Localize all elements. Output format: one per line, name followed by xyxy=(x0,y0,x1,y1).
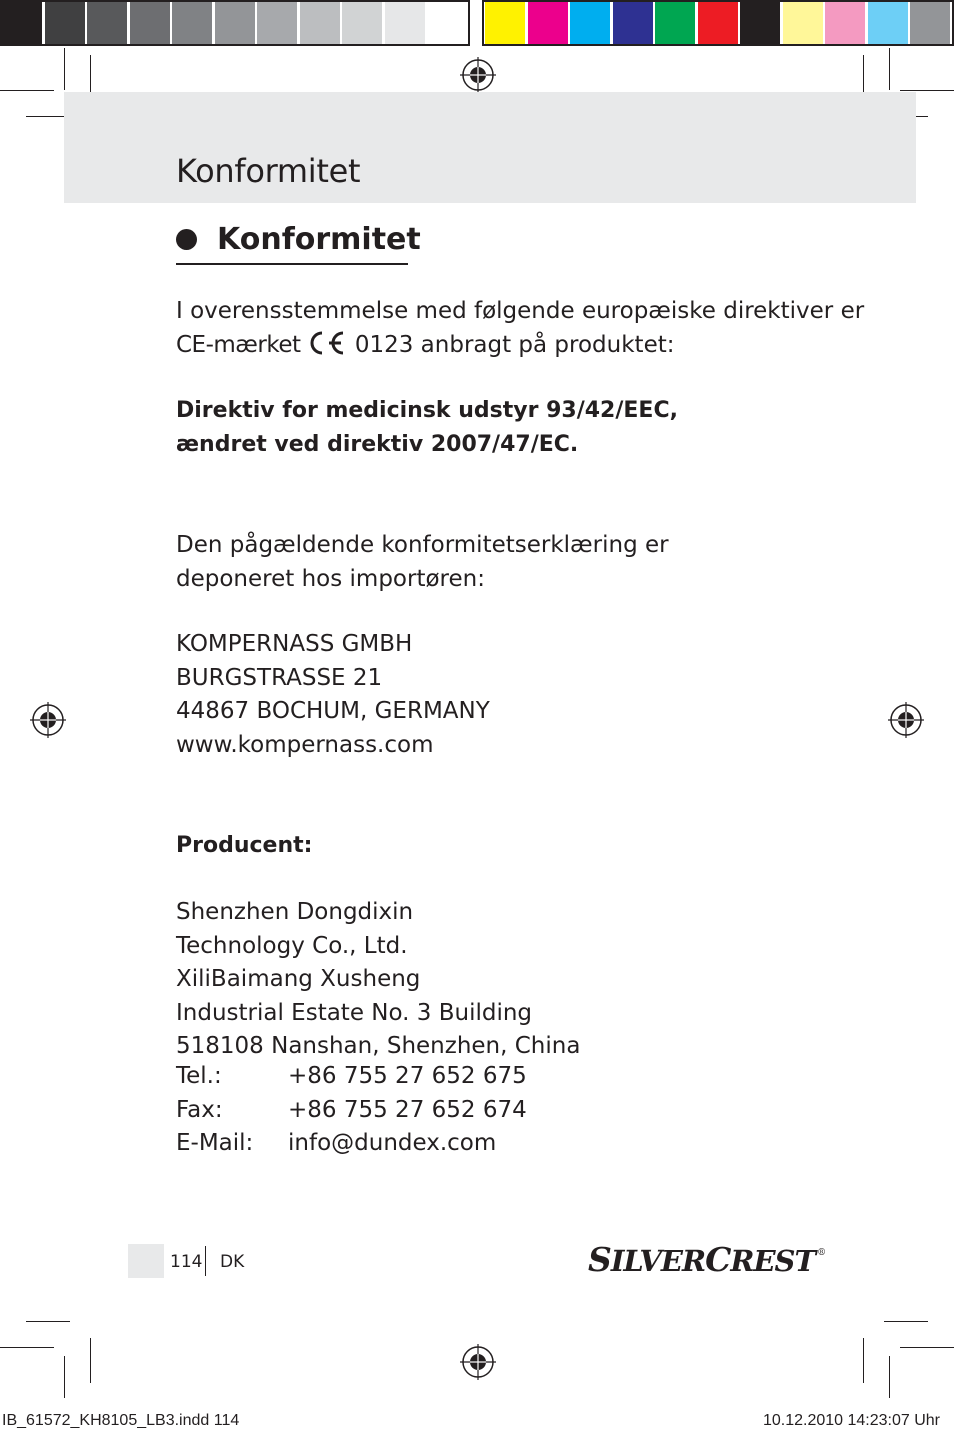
section-heading-text: Konformitet xyxy=(217,222,421,257)
directive-line-2: ændret ved direktiv 2007/47/EC. xyxy=(176,431,579,457)
color-swatch xyxy=(570,2,610,44)
silvercrest-logo: SILVERCREST ® xyxy=(588,1240,826,1279)
heading-underline xyxy=(176,263,408,265)
color-swatch xyxy=(825,2,865,44)
importer-city: 44867 BOCHUM, GERMANY xyxy=(176,698,490,724)
producer-line: XiliBaimang Xusheng xyxy=(176,966,421,992)
color-swatch xyxy=(613,2,653,44)
producer-heading: Producent: xyxy=(176,833,313,858)
footer-divider xyxy=(205,1246,206,1276)
directive-line-1: Direktiv for medicinsk udstyr 93/42/EEC, xyxy=(176,398,678,423)
page-number-box xyxy=(128,1244,164,1278)
producer-line: 518108 Nanshan, Shenzhen, China xyxy=(176,1033,581,1059)
declaration-line-2: deponeret hos importøren: xyxy=(176,565,485,592)
color-swatch xyxy=(740,2,780,44)
importer-website-link[interactable]: www.kompernass.com xyxy=(176,731,434,758)
language-code: DK xyxy=(220,1252,245,1272)
bullet-icon xyxy=(176,229,197,250)
importer-name: KOMPERNASS GMBH xyxy=(176,631,413,657)
producer-line: Technology Co., Ltd. xyxy=(176,932,408,959)
importer-address xyxy=(176,628,490,762)
intro-line-2 xyxy=(176,329,864,363)
color-swatch xyxy=(215,2,255,44)
color-swatch xyxy=(385,2,425,44)
page-number: 114 xyxy=(170,1252,203,1272)
producer-email-link[interactable]: info@dundex.com xyxy=(288,1130,497,1156)
color-swatch xyxy=(655,2,695,44)
color-swatch xyxy=(698,2,738,44)
contact-label: E-Mail: xyxy=(176,1130,254,1156)
section-heading xyxy=(176,222,421,257)
producer-line: Shenzhen Dongdixin xyxy=(176,899,414,925)
intro-line-2-prefix: CE-mærket xyxy=(176,331,301,358)
color-swatch xyxy=(172,2,212,44)
contact-label: Fax: xyxy=(176,1097,223,1123)
contact-value: +86 755 27 652 674 xyxy=(288,1097,527,1123)
color-swatch xyxy=(427,2,467,44)
registration-mark-icon xyxy=(30,702,66,738)
ce-mark-icon xyxy=(304,330,346,356)
color-swatch xyxy=(783,2,823,44)
declaration-paragraph xyxy=(176,529,669,596)
color-swatch xyxy=(87,2,127,44)
color-swatch xyxy=(528,2,568,44)
color-swatch xyxy=(300,2,340,44)
producer-line: Industrial Estate No. 3 Building xyxy=(176,999,533,1026)
intro-line-2-suffix: 0123 anbragt på produktet: xyxy=(354,331,675,358)
page-title: Konformitet xyxy=(176,152,361,190)
contact-value: +86 755 27 652 675 xyxy=(288,1063,527,1089)
intro-line-1: I overensstemmelse med følgende europæiske direktiver er xyxy=(176,298,865,324)
print-slug-timestamp: 10.12.2010 14:23:07 Uhr xyxy=(762,1412,940,1429)
color-swatch xyxy=(868,2,908,44)
registration-mark-icon xyxy=(460,57,496,93)
color-swatch xyxy=(485,2,525,44)
directive-paragraph xyxy=(176,394,678,461)
contact-label: Tel.: xyxy=(176,1063,222,1089)
color-swatch xyxy=(257,2,297,44)
declaration-line-1: Den pågældende konformitetserklæring er xyxy=(176,532,669,558)
registration-mark-icon xyxy=(888,702,924,738)
color-swatch xyxy=(2,2,42,44)
color-swatch xyxy=(342,2,382,44)
producer-address xyxy=(176,896,580,1064)
print-slug-filename: IB_61572_KH8105_LB3.indd 114 xyxy=(2,1412,240,1429)
registration-mark-icon xyxy=(460,1344,496,1380)
color-swatch xyxy=(130,2,170,44)
color-swatch xyxy=(910,2,950,44)
color-swatch xyxy=(45,2,85,44)
importer-street: BURGSTRASSE 21 xyxy=(176,664,383,691)
intro-paragraph xyxy=(176,295,864,362)
